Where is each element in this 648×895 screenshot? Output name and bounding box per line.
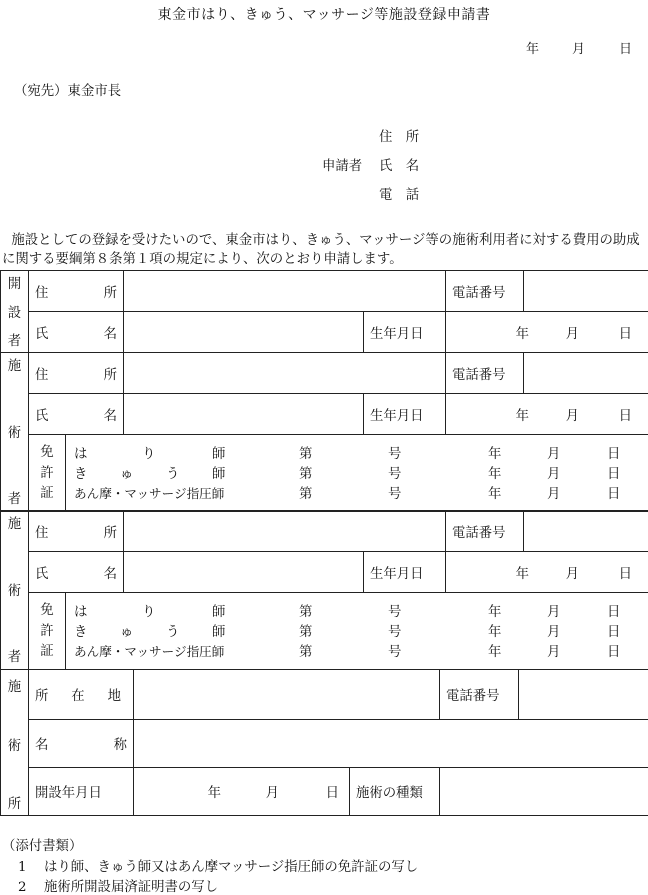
facility-name-field[interactable]	[134, 720, 648, 768]
practitioner2-license-list[interactable]: は り 師 き ゅ う 師 あん摩・マッサージ指圧師 第 第 第 号 号 号 年 月 日 年 月 日 年 月 日	[66, 593, 648, 670]
practitioner1-name-field[interactable]	[124, 394, 364, 435]
practitioner2-phone-label: 電話番号	[446, 511, 524, 552]
applicant-role-label: 申請者	[322, 155, 362, 174]
date-day-label: 日	[619, 38, 632, 57]
practitioner1-birth-label: 生年月日	[364, 394, 446, 435]
facility-table	[0, 669, 648, 816]
founder-name-label: 氏 名	[29, 312, 124, 353]
founder-address-field[interactable]	[124, 271, 446, 312]
license-hari-label: は	[74, 443, 87, 462]
founder-phone-field[interactable]	[524, 271, 648, 312]
practitioner1-address-field[interactable]	[124, 353, 446, 394]
practitioner1-phone-label: 電話番号	[446, 353, 524, 394]
practitioner2-name-label: 氏 名	[29, 552, 124, 593]
founder-section-label: 開 設 者	[1, 271, 29, 353]
license-anma-label: あん摩・マッサージ指圧師	[74, 483, 224, 502]
practitioner2-phone-field[interactable]	[524, 511, 648, 552]
practitioner2-birth-field[interactable]: 年 月 日	[446, 552, 648, 593]
practitioner1-name-label: 氏 名	[29, 394, 124, 435]
founder-phone-label: 電話番号	[446, 271, 524, 312]
founder-birth-field[interactable]: 年 月 日	[446, 312, 648, 353]
facility-section-label: 施 術 所	[1, 670, 29, 816]
attachment-item-1: 1 はり師、きゅう師又はあん摩マッサージ指圧師の免許証の写し	[18, 856, 418, 875]
document-title: 東金市はり、きゅう、マッサージ等施設登録申請書	[0, 4, 648, 24]
founder-address-label: 住 所	[29, 271, 124, 312]
practitioner1-birth-field[interactable]: 年 月 日	[446, 394, 648, 435]
facility-phone-field[interactable]	[519, 670, 648, 720]
facility-location-label: 所 在 地	[29, 670, 134, 720]
applicant-address-label: 住 所	[379, 126, 419, 145]
date-year-label: 年	[526, 38, 539, 57]
facility-phone-label: 電話番号	[440, 670, 519, 720]
facility-name-label: 名 称	[29, 720, 134, 768]
attachments-heading: （添付書類）	[2, 835, 82, 854]
practitioner2-table	[0, 510, 648, 670]
founder-name-field[interactable]	[124, 312, 364, 353]
date-month-label: 月	[572, 38, 585, 57]
practitioner2-section-label: 施 術 者	[1, 511, 29, 670]
founder-practitioner-table	[0, 270, 648, 512]
practitioner2-birth-label: 生年月日	[364, 552, 446, 593]
practitioner2-license-label: 免 許 証	[29, 593, 66, 670]
facility-open-date-field[interactable]: 年 月 日	[134, 768, 350, 816]
license-kyu-label: き	[74, 463, 87, 482]
practitioner2-address-field[interactable]	[124, 511, 446, 552]
practitioner1-address-label: 住 所	[29, 353, 124, 394]
addressee: （宛先）東金市長	[14, 80, 121, 99]
applicant-phone-label: 電 話	[379, 184, 419, 203]
practitioner2-address-label: 住 所	[29, 511, 124, 552]
facility-kind-field[interactable]	[440, 768, 648, 816]
practitioner2-name-field[interactable]	[124, 552, 364, 593]
founder-birth-label: 生年月日	[364, 312, 446, 353]
practitioner1-phone-field[interactable]	[524, 353, 648, 394]
practitioner1-license-list[interactable]: は り 師 き ゅ う 師 あん摩・マッサージ指圧師 第 第 第 号 号 号 年 月 日 年 月 日 年 月 日	[66, 435, 648, 512]
facility-location-field[interactable]	[134, 670, 440, 720]
application-paragraph: 施設としての登録を受けたいので、東金市はり、きゅう、マッサージ等の施術利用者に対する費用の助成に関する要綱第８条第１項の規定により、次のとおり申請します。	[2, 231, 648, 269]
facility-open-date-label: 開設年月日	[29, 768, 134, 816]
attachment-item-2: 2 施術所開設届済証明書の写し	[18, 876, 218, 895]
facility-kind-label: 施術の種類	[350, 768, 440, 816]
practitioner1-section-label: 施 術 者	[1, 353, 29, 512]
practitioner1-license-label: 免 許 証	[29, 435, 66, 512]
applicant-name-label: 氏 名	[379, 155, 419, 174]
